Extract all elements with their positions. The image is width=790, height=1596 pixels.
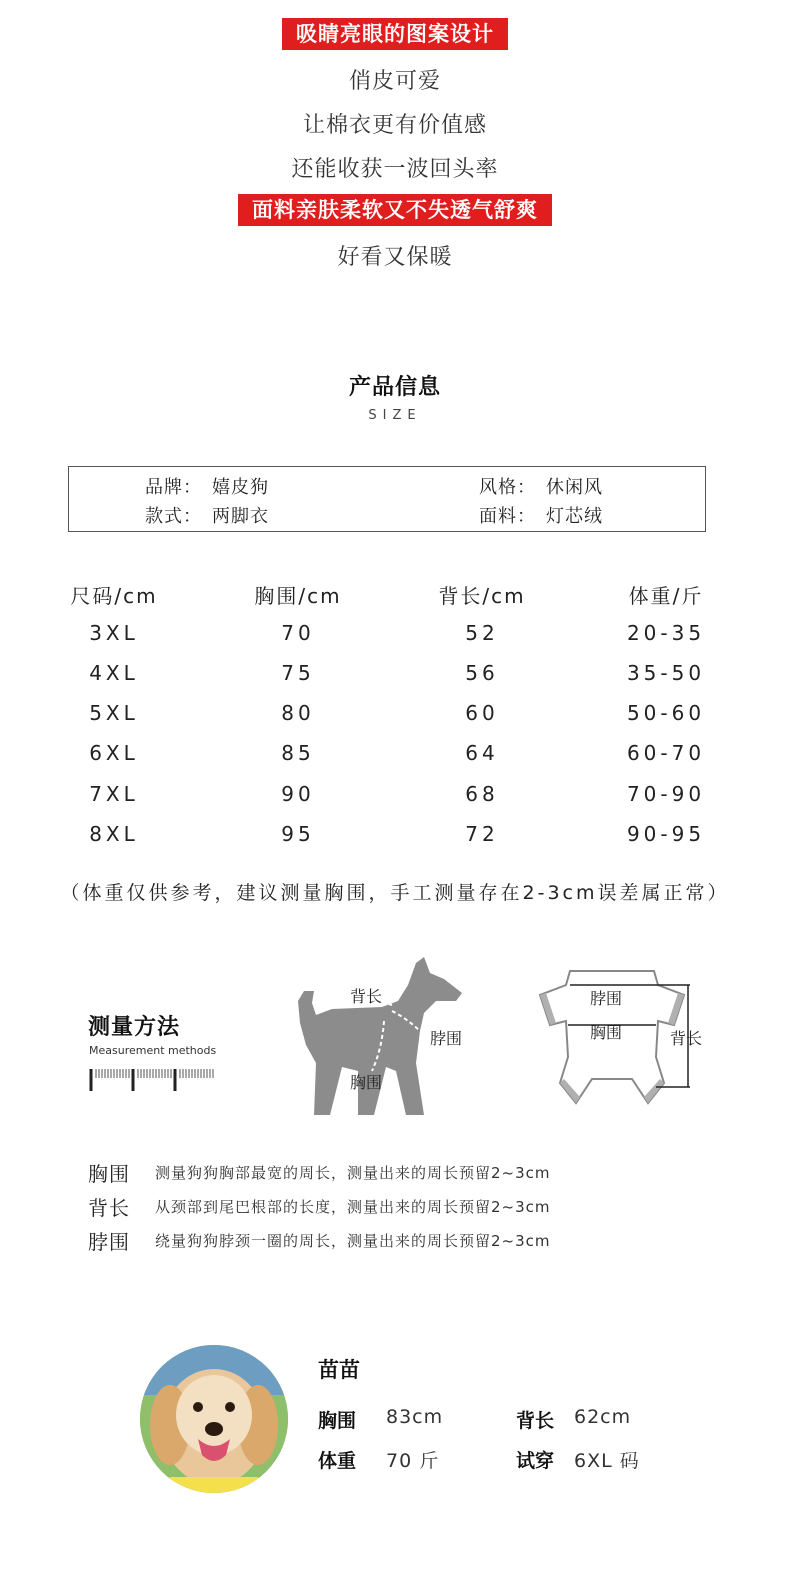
- garment-neck-label: 脖围: [590, 989, 623, 1008]
- size-header-weight: 体重/斤: [628, 584, 704, 608]
- model-fit-label: 试穿: [516, 1450, 555, 1472]
- brand-field: [145, 473, 269, 499]
- type-field: [145, 502, 269, 528]
- model-chest-label: 胸围: [318, 1410, 357, 1432]
- table-cell: 8XL: [89, 822, 139, 846]
- size-note: （体重仅供参考，建议测量胸围，手工测量存在2-3cm误差属正常）: [60, 882, 730, 904]
- type-value: 两脚衣: [212, 506, 269, 527]
- model-back-label: 背长: [516, 1410, 555, 1432]
- intro-line-attention: 还能收获一波回头率: [291, 157, 499, 182]
- table-cell: 90-95: [626, 822, 706, 846]
- table-cell: 70-90: [626, 782, 706, 806]
- intro-line-cute: 俏皮可爱: [348, 69, 441, 94]
- model-fit-value: 6XL 码: [574, 1450, 640, 1472]
- table-cell: 52: [465, 621, 499, 645]
- measure-title: 测量方法: [88, 1015, 181, 1040]
- garment-chest-label: 胸围: [590, 1023, 623, 1042]
- golden-retriever-photo: [140, 1345, 288, 1493]
- table-cell: 20-35: [626, 621, 706, 645]
- model-chest-value: 83cm: [386, 1406, 444, 1428]
- table-cell: 72: [465, 822, 499, 846]
- banner-pattern-design: [0, 18, 790, 50]
- banner-pattern-design-text: 吸睛亮眼的图案设计: [282, 18, 508, 50]
- table-cell: 75: [281, 661, 315, 685]
- product-info-title: 产品信息: [348, 375, 441, 400]
- table-cell: 50-60: [626, 701, 706, 725]
- table-cell: 5XL: [89, 701, 139, 725]
- table-cell: 85: [281, 741, 315, 765]
- banner-fabric-text: 面料亲肤柔软又不失透气舒爽: [238, 194, 552, 226]
- style-value: 休闲风: [546, 477, 603, 498]
- table-cell: 95: [281, 822, 315, 846]
- table-cell: 60: [465, 701, 499, 725]
- def-term-back: 背长: [88, 1196, 130, 1220]
- def-text-back: 从颈部到尾巴根部的长度，测量出来的周长预留2~3cm: [155, 1198, 551, 1216]
- fabric-label: 面料：: [479, 506, 536, 527]
- table-cell: 64: [465, 741, 499, 765]
- table-cell: 56: [465, 661, 499, 685]
- table-cell: 6XL: [89, 741, 139, 765]
- table-cell: 35-50: [626, 661, 706, 685]
- ruler-icon: [89, 1066, 215, 1092]
- product-info-box: [68, 466, 706, 532]
- def-text-chest: 测量狗狗胸部最宽的周长，测量出来的周长预留2~3cm: [155, 1164, 551, 1182]
- table-cell: 80: [281, 701, 315, 725]
- brand-value: 嬉皮狗: [212, 477, 269, 498]
- type-label: 款式：: [145, 506, 202, 527]
- def-term-chest: 胸围: [88, 1162, 130, 1186]
- measure-subtitle: Measurement methods: [89, 1044, 217, 1057]
- table-cell: 7XL: [89, 782, 139, 806]
- model-back-value: 62cm: [574, 1406, 632, 1428]
- model-dog-avatar: [140, 1345, 288, 1493]
- style-label: 风格：: [479, 477, 536, 498]
- intro-line-warm: 好看又保暖: [337, 245, 453, 270]
- def-text-neck: 绕量狗狗脖颈一圈的周长，测量出来的周长预留2~3cm: [155, 1232, 551, 1250]
- banner-fabric: [0, 194, 790, 226]
- dog-back-label: 背长: [350, 987, 383, 1006]
- fabric-field: [479, 502, 603, 528]
- table-cell: 3XL: [89, 621, 139, 645]
- dog-neck-label: 脖围: [430, 1029, 463, 1048]
- table-cell: 90: [281, 782, 315, 806]
- fabric-value: 灯芯绒: [546, 506, 603, 527]
- brand-label: 品牌：: [145, 477, 202, 498]
- table-cell: 68: [465, 782, 499, 806]
- def-term-neck: 脖围: [88, 1230, 130, 1254]
- table-cell: 4XL: [89, 661, 139, 685]
- size-header-size: 尺码/cm: [70, 584, 158, 608]
- size-header-back: 背长/cm: [438, 584, 526, 608]
- model-dog-name: 苗苗: [318, 1358, 360, 1382]
- product-info-subtitle: SIZE: [368, 408, 422, 423]
- size-header-chest: 胸围/cm: [254, 584, 342, 608]
- intro-line-value: 让棉衣更有价值感: [302, 113, 487, 138]
- model-weight-label: 体重: [318, 1450, 357, 1472]
- table-cell: 60-70: [626, 741, 706, 765]
- garment-back-label: 背长: [670, 1029, 703, 1048]
- model-weight-value: 70 斤: [386, 1450, 440, 1472]
- style-field: [479, 473, 603, 499]
- dog-chest-label: 胸围: [350, 1073, 383, 1092]
- table-cell: 70: [281, 621, 315, 645]
